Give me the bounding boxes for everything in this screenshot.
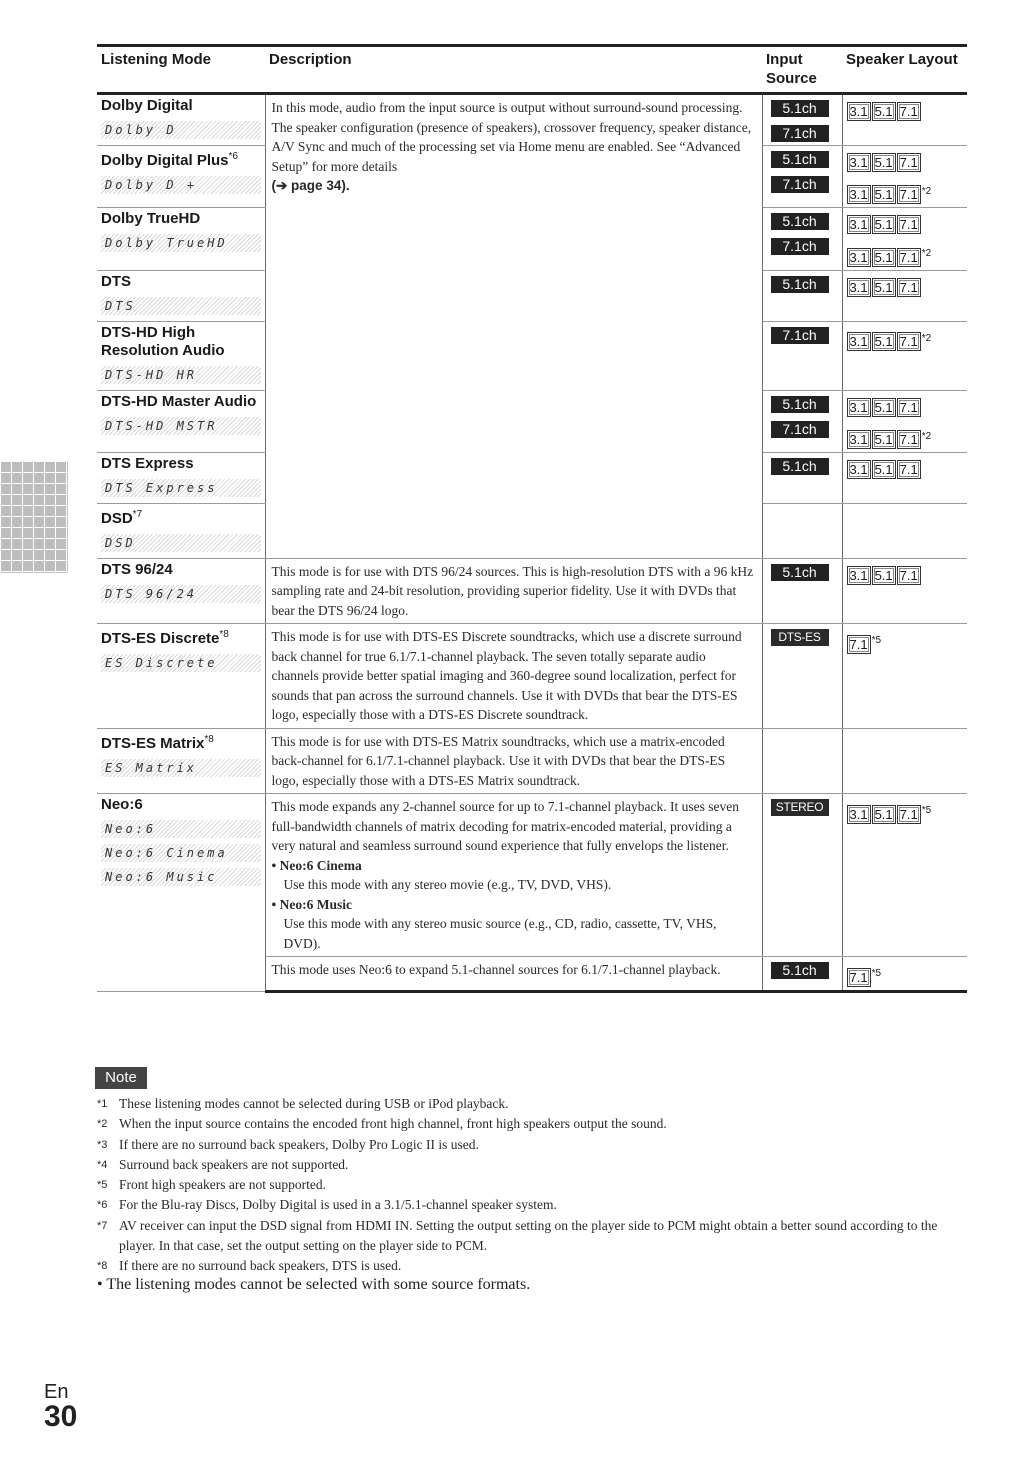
bullet-title: • Neo:6 Music: [271, 896, 352, 912]
input-source-cell: [762, 208, 842, 270]
display-indicator: Dolby D +: [101, 176, 261, 194]
page-reference: (➔ page 34).: [271, 178, 350, 193]
footnote-item: [97, 1094, 967, 1114]
bullet-text: Use this mode with any stereo music source (e.g., CD, radio, cassette, TV, VHS, DVD).: [283, 916, 717, 951]
mode-name-text: DTS-HD Master Audio: [101, 392, 257, 410]
display-indicator: ES Discrete: [101, 654, 261, 672]
mode-cell: [97, 558, 265, 624]
footnote-item: [97, 1195, 967, 1215]
speaker-layout: [843, 271, 968, 300]
speaker-config-box: 7.1: [897, 398, 921, 417]
footnote-text: AV receiver can input the DSD signal from HDMI IN. Setting the output setting on the player side to PCM might obtain a better sound according to the player. In that case, set the output setting on the player side to PCM.: [119, 1217, 938, 1254]
listening-modes-table: [97, 44, 967, 993]
mode-cell: [97, 452, 265, 503]
input-channel-badge: 5.1ch: [771, 962, 829, 979]
mode-cell: [97, 270, 265, 321]
header-input-source: Input Source: [762, 46, 842, 94]
speaker-config-box: 7.1: [897, 430, 921, 449]
speaker-layout-cell: [842, 321, 967, 390]
speaker-config-box: 7.1: [897, 248, 921, 267]
input-channel-badge: STEREO: [771, 799, 829, 816]
section-tab-marker: [0, 461, 68, 573]
mode-cell: [97, 624, 265, 729]
page-number: 30: [44, 1400, 78, 1433]
input-source-cell: [762, 558, 842, 624]
footnote-item: [97, 1114, 967, 1134]
description-text: [266, 95, 762, 199]
mode-name-text: DTS: [101, 272, 131, 290]
speaker-config-box: 7.1: [897, 278, 921, 297]
speaker-layout-cell: [842, 957, 967, 991]
mode-name-text: DTS-ES Discrete: [101, 630, 220, 648]
table-body: [97, 94, 967, 992]
mode-name-text: DTS Express: [101, 454, 194, 472]
input-channel-badge: 7.1ch: [771, 421, 829, 438]
speaker-config-box: 5.1: [872, 460, 896, 479]
speaker-layout-cell: [842, 558, 967, 624]
input-channel-badge: 5.1ch: [771, 458, 829, 475]
display-indicator: ES Matrix: [101, 759, 261, 777]
input-source-cell: [762, 270, 842, 321]
input-source-cell: [762, 146, 842, 208]
header-speaker-layout: Speaker Layout: [842, 46, 967, 94]
description-text: [266, 559, 762, 624]
input-channel-badge: 5.1ch: [771, 564, 829, 581]
display-indicator: Neo:6: [101, 820, 261, 838]
description-body: In this mode, audio from the input source is output without surround-sound processing. The speaker configuration (presence of speakers), crossover frequency, speaker distance, A/V Sync and much of the processing set via Home menu are enabled. See “Advanced Setup” for more details: [271, 100, 752, 174]
footnote-mark: *8: [97, 1260, 108, 1273]
display-indicator: DSD: [101, 534, 261, 552]
speaker-config-box: 7.1: [897, 332, 921, 351]
table-row: [97, 794, 967, 957]
speaker-config-box: 5.1: [872, 566, 896, 585]
input-channel-badge: DTS-ES: [771, 629, 829, 646]
speaker-config-box: 3.1: [847, 398, 871, 417]
input-source-cell: [762, 957, 842, 991]
mode-name-text: DTS 96/24: [101, 560, 173, 578]
speaker-layout: [843, 624, 968, 656]
footnote-mark: *7: [97, 1219, 108, 1232]
speaker-config-box: 3.1: [847, 460, 871, 479]
speaker-layout-cell: [842, 94, 967, 146]
language-label: En: [44, 1381, 69, 1403]
mode-name: [97, 391, 265, 411]
speaker-layout: [843, 146, 968, 175]
input-source-cell: [762, 321, 842, 390]
mode-name-text: Dolby Digital Plus: [101, 152, 229, 169]
mode-cell: [97, 794, 265, 991]
speaker-config-box: 3.1: [847, 430, 871, 449]
mode-name: [97, 624, 265, 648]
speaker-config-box: 7.1: [897, 185, 921, 204]
header-listening-mode: Listening Mode: [97, 46, 265, 94]
description-body: This mode is for use with DTS 96/24 sources. This is high-resolution DTS with a 96 kHz sampling rate and 24-bit resolution, providing superior fidelity. Use it with DVDs that bear the DTS 96/24 logo.: [271, 563, 754, 618]
speaker-config-box: 5.1: [872, 278, 896, 297]
footnote-ref: *5: [871, 968, 882, 980]
footnote-ref: *7: [132, 508, 143, 520]
mode-name: [97, 559, 265, 579]
speaker-config-box: 5.1: [872, 248, 896, 267]
footnote-ref: *8: [219, 629, 229, 641]
description-text: [266, 624, 762, 728]
speaker-config-box: 3.1: [847, 153, 871, 172]
speaker-config-box: 5.1: [872, 185, 896, 204]
speaker-config-box: 7.1: [897, 566, 921, 585]
mode-name-text: DTS-HD High Resolution Audio: [101, 323, 225, 359]
input-source-cell: [762, 94, 842, 146]
speaker-layout-cell: [842, 390, 967, 452]
description-text: [266, 729, 762, 794]
input-channel-badge: 5.1ch: [771, 276, 829, 293]
display-indicator: Neo:6 Music: [101, 868, 261, 886]
footnote-ref: *2: [921, 430, 932, 442]
mode-name: [97, 729, 265, 753]
mode-name: [97, 453, 265, 473]
input-channel-badge: 5.1ch: [771, 100, 829, 117]
display-indicator: DTS: [101, 297, 261, 315]
speaker-config-box: 3.1: [847, 215, 871, 234]
speaker-layout: [843, 391, 968, 420]
input-source-cell: [762, 503, 842, 558]
footnote-item: [97, 1155, 967, 1175]
speaker-layout-cell: [842, 270, 967, 321]
display-indicator: DTS-HD MSTR: [101, 417, 261, 435]
mode-name-text: Dolby Digital: [101, 97, 193, 114]
mode-name: [97, 95, 265, 115]
general-note: • The listening modes cannot be selected with some source formats.: [97, 1276, 531, 1293]
display-indicator: Neo:6 Cinema: [101, 844, 261, 862]
mode-cell: [97, 321, 265, 390]
description-cell: [265, 957, 762, 991]
description-cell: [265, 558, 762, 624]
speaker-config-box: 5.1: [872, 430, 896, 449]
table-row: [97, 94, 967, 146]
speaker-config-box: 7.1: [897, 153, 921, 172]
table-row: [97, 728, 967, 794]
table-header-row: [97, 46, 967, 94]
speaker-layout: [843, 420, 968, 452]
footnote-ref: *2: [921, 248, 932, 260]
speaker-layout: [843, 453, 968, 482]
description-text: This mode uses Neo:6 to expand 5.1-channel sources for 6.1/7.1-channel playback.: [271, 962, 721, 978]
speaker-config-box: 3.1: [847, 332, 871, 351]
description-cell: [265, 624, 762, 729]
input-channel-badge: 5.1ch: [771, 396, 829, 413]
footnote-mark: *3: [97, 1138, 108, 1151]
speaker-layout: [843, 95, 968, 124]
table-row: [97, 558, 967, 624]
input-channel-badge: 5.1ch: [771, 213, 829, 230]
footnote-text: These listening modes cannot be selected during USB or iPod playback.: [119, 1096, 509, 1111]
mode-cell: [97, 503, 265, 558]
speaker-layout: [843, 208, 968, 237]
speaker-layout-cell: [842, 624, 967, 729]
speaker-layout-cell: [842, 452, 967, 503]
footnote-text: If there are no surround back speakers, Dolby Pro Logic II is used.: [119, 1136, 479, 1152]
description-text: [266, 794, 762, 956]
mode-name: [97, 322, 265, 360]
speaker-config-box: 3.1: [847, 805, 871, 824]
footnotes: [97, 1094, 967, 1277]
input-source-cell: [762, 452, 842, 503]
footnote-text: Front high speakers are not supported.: [119, 1177, 326, 1193]
footnote-ref: *2: [921, 332, 932, 344]
speaker-config-box: 5.1: [872, 102, 896, 121]
input-source-cell: [762, 390, 842, 452]
footnote-ref: *5: [921, 805, 932, 817]
footnote-text: If there are no surround back speakers, DTS is used.: [119, 1258, 402, 1274]
description-body: This mode is for use with DTS-ES Discrete soundtracks, which use a discrete surround back channel for true 6.1/7.1-channel playback. The seven totally separate audio channels provide better spatial imaging and 360-degree sound localization, perfect for sounds that pan across the surround channels. Use it with DVDs that bear the DTS-ES logo, especially those with a DTS-ES Discrete soundtrack.: [271, 629, 742, 723]
mode-name-text: Dolby TrueHD: [101, 210, 201, 228]
input-source-cell: [762, 794, 842, 957]
speaker-config-box: 3.1: [847, 102, 871, 121]
description-cell: [265, 94, 762, 559]
mode-cell: [97, 390, 265, 452]
speaker-layout-cell: [842, 503, 967, 558]
bullet-title: • Neo:6 Cinema: [271, 857, 362, 873]
speaker-config-box: 3.1: [847, 278, 871, 297]
speaker-config-box: 3.1: [847, 566, 871, 585]
speaker-config-box: 7.1: [847, 968, 871, 987]
footnote-text: When the input source contains the encoded front high channel, front high speakers output the sound.: [119, 1116, 667, 1132]
footnote-text: For the Blu-ray Discs, Dolby Digital is used in a 3.1/5.1-channel speaker system.: [119, 1197, 557, 1213]
speaker-config-box: 7.1: [897, 460, 921, 479]
input-channel-badge: 7.1ch: [771, 327, 829, 344]
footnote-ref: *6: [228, 151, 238, 162]
footnote-item: [97, 1175, 967, 1195]
footnote-ref: *2: [921, 186, 932, 197]
description-body: This mode expands any 2-channel source for up to 7.1-channel playback. It uses seven full-bandwidth channels of matrix decoding for matrix-encoded material, providing a very natural and seamless surround sound experience that fully envelops the listener.: [271, 799, 739, 854]
speaker-layout: [843, 559, 968, 588]
mode-name: [97, 208, 265, 228]
bullet-text: Use this mode with any stereo movie (e.g., TV, DVD, VHS).: [283, 877, 612, 893]
speaker-layout: [843, 175, 968, 207]
speaker-layout-cell: [842, 208, 967, 270]
speaker-config-box: 7.1: [897, 215, 921, 234]
mode-cell: [97, 208, 265, 270]
speaker-config-box: 5.1: [872, 398, 896, 417]
mode-name: [97, 504, 265, 528]
footnote-ref: *5: [871, 635, 882, 647]
footnote-mark: *2: [97, 1118, 108, 1131]
speaker-layout-cell: [842, 794, 967, 957]
speaker-layout: [843, 237, 968, 269]
speaker-config-box: 5.1: [872, 332, 896, 351]
speaker-config-box: 7.1: [847, 635, 871, 654]
input-channel-badge: 7.1ch: [771, 238, 829, 255]
input-channel-badge: 5.1ch: [771, 151, 829, 168]
input-source-cell: [762, 624, 842, 729]
speaker-layout-cell: [842, 728, 967, 794]
table-row: [97, 624, 967, 729]
speaker-layout: [843, 322, 968, 354]
mode-name: [97, 271, 265, 291]
footnote-item: [97, 1135, 967, 1155]
footnote-item: [97, 1216, 967, 1257]
input-source-cell: [762, 728, 842, 794]
footnote-item: [97, 1256, 967, 1276]
footnote-mark: *6: [97, 1199, 108, 1212]
footnote-mark: *4: [97, 1158, 108, 1171]
mode-name-text: DSD: [101, 509, 133, 527]
footnote-ref: *8: [204, 733, 214, 745]
footnote-mark: *5: [97, 1179, 108, 1192]
speaker-config-box: 5.1: [872, 215, 896, 234]
display-indicator: DTS-HD HR: [101, 366, 261, 384]
mode-cell: [97, 728, 265, 794]
speaker-layout: [843, 794, 968, 826]
speaker-layout-cell: [842, 146, 967, 208]
footnote-mark: *1: [97, 1098, 108, 1110]
display-indicator: Dolby TrueHD: [101, 234, 261, 252]
description-cell: [265, 728, 762, 794]
speaker-layout: [843, 957, 968, 989]
input-channel-badge: 7.1ch: [771, 125, 829, 142]
speaker-config-box: 5.1: [872, 805, 896, 824]
note-badge: Note: [95, 1067, 147, 1089]
mode-name: [97, 146, 265, 170]
mode-cell: [97, 94, 265, 146]
mode-name-text: DTS-ES Matrix: [101, 734, 205, 752]
display-indicator: DTS 96/24: [101, 585, 261, 603]
description-body: This mode is for use with DTS-ES Matrix soundtracks, which use a matrix-encoded back-channel for 6.1/7.1-channel playback. Use it with DVDs that bear the DTS-ES logo, especially those with a DTS-ES Matrix soundtrack.: [271, 733, 726, 788]
speaker-config-box: 3.1: [847, 185, 871, 204]
speaker-config-box: 7.1: [897, 805, 921, 824]
description-cell: [265, 794, 762, 957]
display-indicator: DTS Express: [101, 479, 261, 497]
display-indicator: Dolby D: [101, 121, 261, 139]
mode-name: Neo:6: [101, 796, 143, 814]
speaker-config-box: 3.1: [847, 248, 871, 267]
input-channel-badge: 7.1ch: [771, 176, 829, 193]
speaker-config-box: 5.1: [872, 153, 896, 172]
header-description: Description: [265, 46, 762, 94]
footnote-text: Surround back speakers are not supported.: [119, 1156, 349, 1172]
mode-cell: [97, 146, 265, 208]
speaker-config-box: 7.1: [897, 102, 921, 121]
